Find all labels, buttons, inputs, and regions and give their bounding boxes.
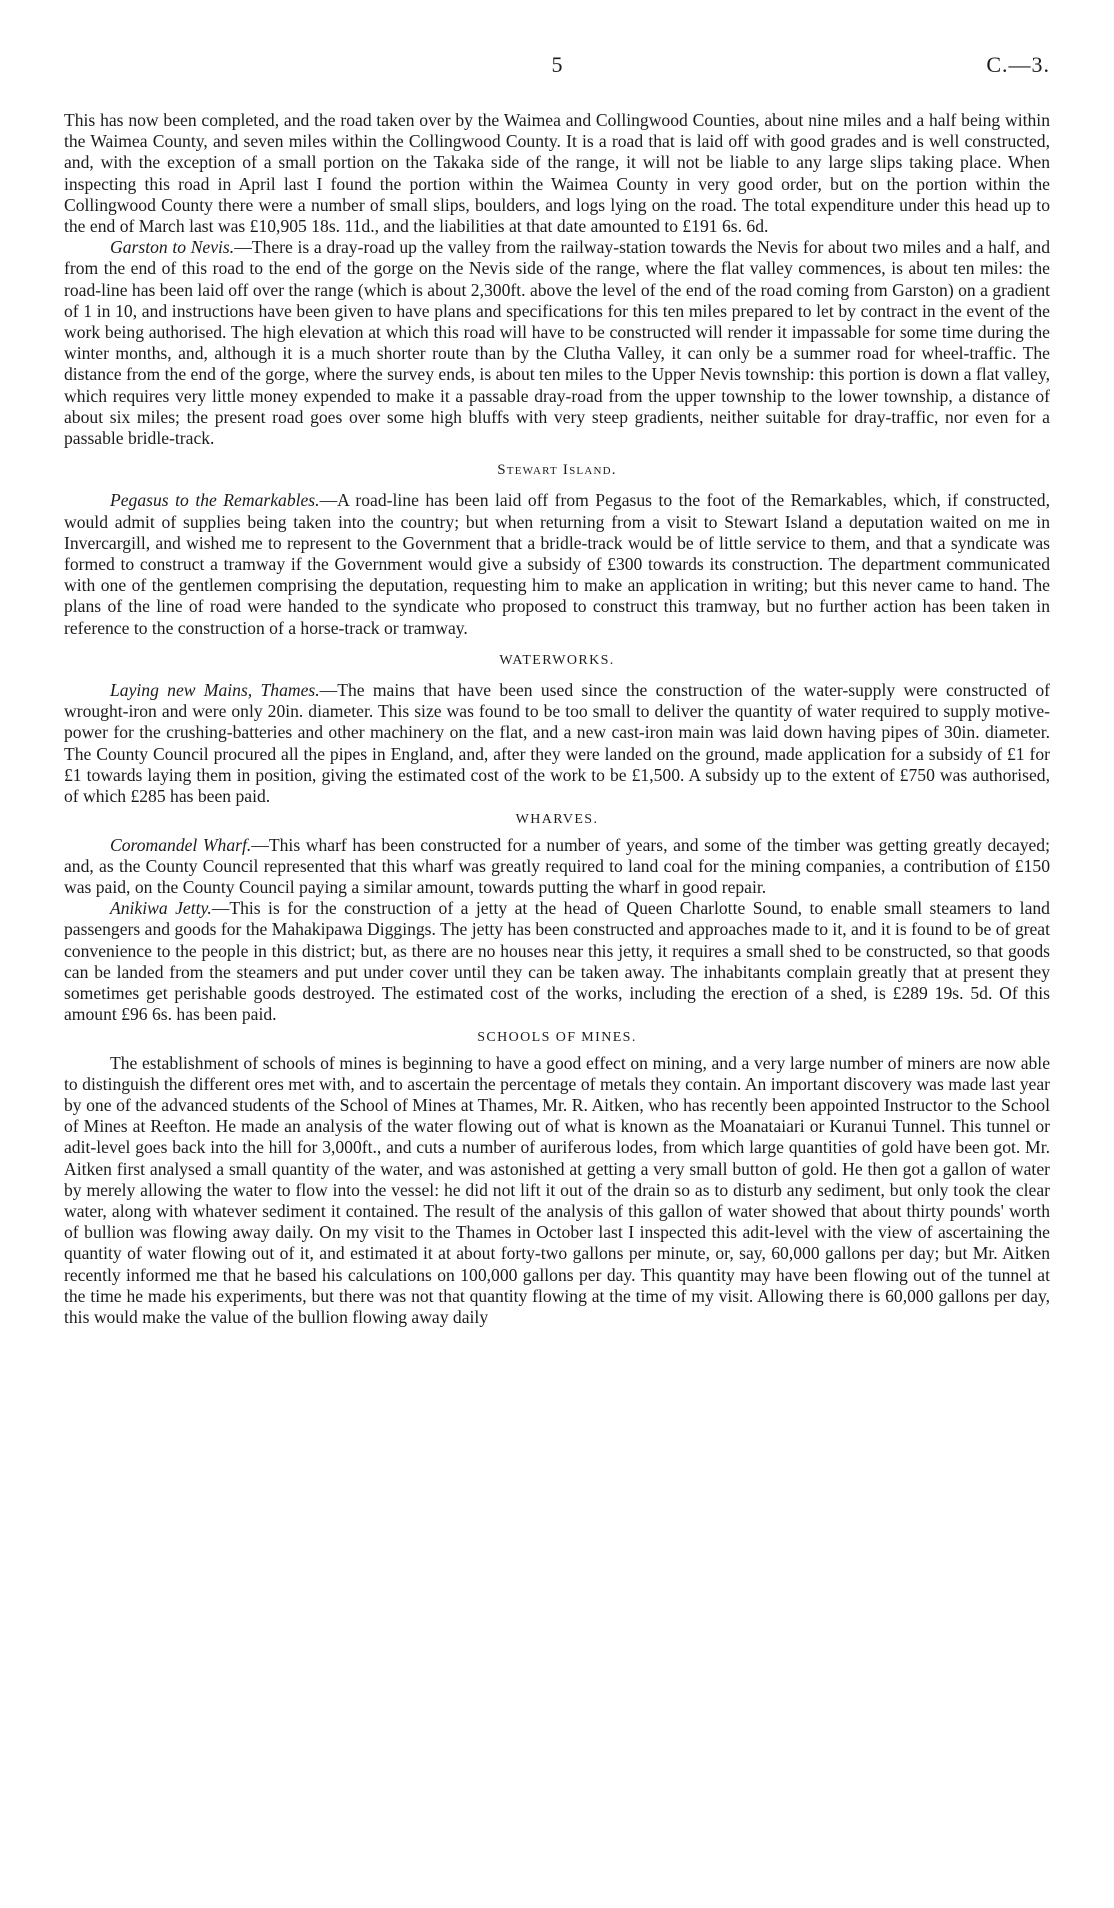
paragraph-coromandel-wharf [64, 835, 1050, 899]
page-header [64, 52, 1050, 82]
subheading-coromandel-wharf: Coromandel Wharf. [110, 834, 252, 855]
subheading-garston-nevis: Garston to Nevis. [110, 237, 235, 258]
paragraph-thames-mains [64, 680, 1050, 807]
section-heading-schools-of-mines: SCHOOLS OF MINES. [477, 1030, 637, 1046]
paragraph-text: —This wharf has been constructed for a number of years, and some of the timber was getting greatly decayed; and, as the County Council represented that this wharf was greatly required to land coal for the mining companies, a contribution of £150 was paid, on the County Council paying a similar amount, towards putting the wharf in good repair. [64, 834, 1050, 897]
subheading-thames-mains: Laying new Mains, Thames. [110, 680, 320, 701]
paragraph-text: This has now been completed, and the road taken over by the Waimea and Collingwood Counties, about nine miles and a half being within the Waimea County, and seven miles within the Collingwood County. It is a road that is laid off with good grades and is well constructed, and, with the exception of a small portion on the Takaka side of the range, it will not be liable to any large slips taking place. When inspecting this road in April last I found the portion within the Waimea County in very good order, but on the portion within the Collingwood County there were a number of small slips, boulders, and logs lying on the road. The total expenditure under this head up to the end of March last was £10,905 18s. 11d., and the liabilities at that date amounted to £191 6s. 6d. [64, 110, 1050, 237]
paragraph-text: —The mains that have been used since the construction of the water-supply were constructed of wrought-iron and were only 20in. diameter. This size was found to be too small to deliver the quantity of water required to supply motive-power for the crushing-batteries and other machinery on the flat, and a new cast-iron main was laid down having pipes of 30in. diameter. The County Council procured all the pipes in England, and, after they were landed on the ground, made application for a subsidy of £1 for £1 towards laying them in position, giving the estimated cost of the work to be £1,500. A subsidy up to the extent of £750 was authorised, of which £285 has been paid. [64, 680, 1050, 807]
paragraph-anikiwa-jetty [64, 898, 1050, 1025]
paragraph-pegasus [64, 490, 1050, 638]
section-heading-stewart-island: Stewart Island. [497, 462, 617, 479]
paragraph-schools-of-mines [64, 1053, 1050, 1329]
paragraph-text: The establishment of schools of mines is beginning to have a good effect on mining, and a very large number of miners are now able to distinguish the different ores met with, and to ascertain the percentage of metals they contain. An important discovery was made last year by one of the advanced students of the School of Mines at Thames, Mr. R. Aitken, who has recently been appointed Instructor to the School of Mines at Reefton. He made an analysis of the water flowing out of what is known as the Moanataiari or Kuranui Tunnel. This tunnel or adit-level goes back into the hill for 3,000ft., and cuts a number of auriferous lodes, from which large quantities of gold have been got. Mr. Aitken first analysed a small quantity of the water, and was astonished at getting a very small button of gold. He then got a gallon of water by merely allowing the water to flow into the vessel: he did not lift it out of the drain so as to disturb any sediment, but only took the clear water, along with whatever sediment it contained. The result of the analysis of this gallon of water showed that about thirty pounds' worth of bullion was flowing away daily. On my visit to the Thames in October last I inspected this adit-level with the view of ascertaining the quantity of water flowing out of it, and estimated it at about forty-two gallons per minute, or, say, 60,000 gallons per day; but Mr. Aitken recently informed me that he based his calculations on 100,000 gallons per day. This quantity may have been flowing out of the tunnel at the time he made his experiments, but there was not that quantity flowing at the time of my visit. Allowing there is 60,000 gallons per day, this would make the value of the bullion flowing away daily [64, 1052, 1050, 1327]
document-reference: C.—3. [986, 52, 1050, 77]
section-heading-wharves: WHARVES. [515, 812, 599, 828]
paragraph-waimea-road [64, 110, 1050, 237]
subheading-pegasus: Pegasus to the Remarkables. [110, 490, 320, 511]
body-text [64, 110, 1050, 1328]
page-number: 5 [551, 52, 563, 77]
paragraph-text: —There is a dray-road up the valley from the railway-station towards the Nevis for about two miles and a half, and from the end of this road to the end of the gorge on the Nevis side of the range, where the flat valley commences, is about ten miles: the road-line has been laid off over the range (which is about 2,300ft. above the level of the end of the road coming from Garston) on a gradient of 1 in 10, and instructions have been given to have plans and specifications for this ten miles prepared to let by contract in the event of the work being authorised. The high elevation at which this road will have to be constructed will render it impassable for some time during the winter months, and, although it is a much shorter route than by the Clutha Valley, it can only be a summer road for wheel-traffic. The distance from the end of the gorge, where the survey ends, is about ten miles to the Upper Nevis township: this portion is down a flat valley, which requires very little money expended to make it a passable dray-road from the upper township to the lower township, a distance of about six miles; the present road goes over some high bluffs with very steep gradients, neither suitable for dray-traffic, nor even for a passable bridle-track. [64, 237, 1051, 449]
paragraph-garston-nevis [64, 237, 1050, 449]
subheading-anikiwa-jetty: Anikiwa Jetty. [110, 898, 212, 919]
paragraph-text: —This is for the construction of a jetty at the head of Queen Charlotte Sound, to enable small steamers to land passengers and goods for the Mahakipawa Diggings. The jetty has been constructed and approaches made to it, and it is found to be of great convenience to the people in this district; but, as there are no houses near this jetty, it requires a small shed to be constructed, so that goods can be landed from the steamers and put under cover until they can be taken away. The inhabitants complain greatly that at present they sometimes get perishable goods destroyed. The estimated cost of the works, including the erection of a shed, is £289 19s. 5d. Of this amount £96 6s. has been paid. [64, 898, 1050, 1025]
section-heading-waterworks: WATERWORKS. [499, 652, 615, 668]
paragraph-text: —A road-line has been laid off from Pegasus to the foot of the Remarkables, which, if constructed, would admit of supplies being taken into the country; but when returning from a visit to Stewart Island a deputation waited on me in Invercargill, and wished me to represent to the Government that a bridle-track would be of little service to them, and that a syndicate was formed to construct a tramway if the Government would give a subsidy of £300 towards its construction. The department communicated with one of the gentlemen comprising the deputation, requesting him to make an application in writing; but this never came to hand. The plans of the line of road were handed to the syndicate who proposed to construct this tramway, but no further action has been taken in reference to the construction of a horse-track or tramway. [64, 490, 1051, 638]
